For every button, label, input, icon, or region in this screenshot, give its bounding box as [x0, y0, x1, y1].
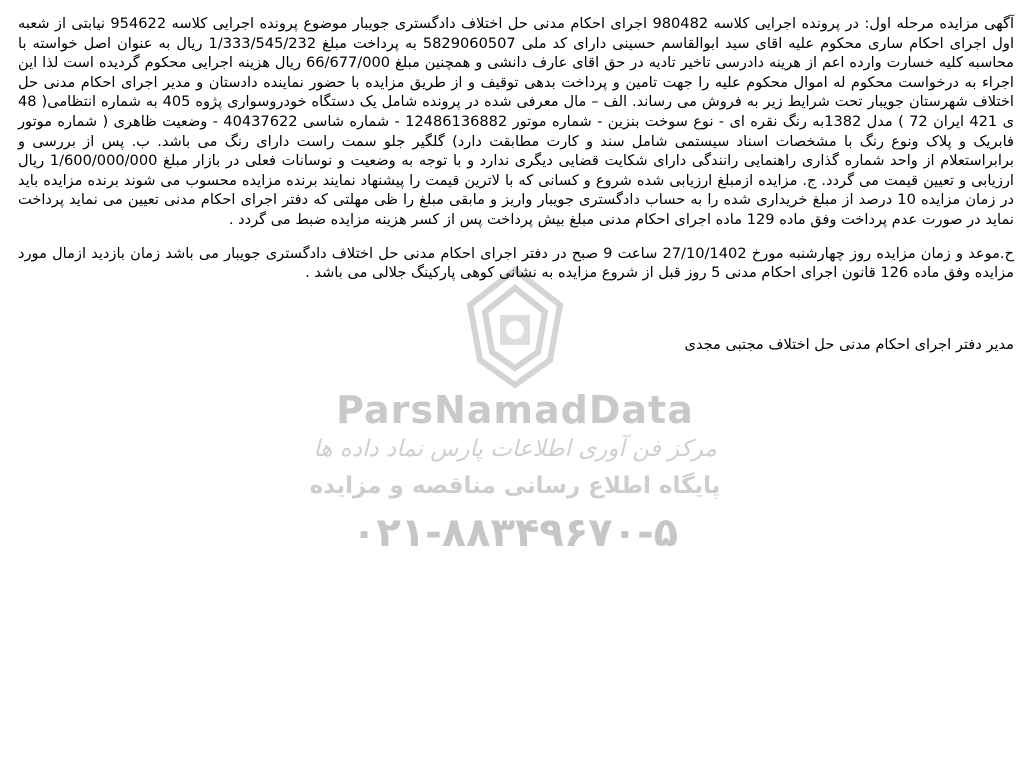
- notice-paragraph-1: آگهی مزایده مرحله اول: در پرونده اجرایی کلاسه 980482 اجرای احکام مدنی حل اختلاف دادگستری جویبار موضوع پرونده اجرایی کلاسه 954622 نیابتی از شعبه اول اجرای احکام ساری محکوم علیه اقای سید ابوالقاسم حسینی دارای کد ملی 5829060507 به پرداخت مبلغ 1/333/545/232 ریال به عنوان اصل خواسته با محاسبه کلیه خسارت وارده اعم از هرینه دادرسی تاخیر تادیه در حق اقای عارف دانشی و همچنین مبلغ 66/677/000 ریال هزینه اجرایی محکوم گردیده است لذا این اجراء به درخواست محکوم له اموال محکوم علیه را جهت تامین و پرداخت بدهی توقیف و از طریق مزایده با حضور نماینده دادستان و مدیر اجرای احکام مدنی حل اختلاف شهرستان جویبار تحت شرایط زیر به فروش می رساند. الف – مال معرفی شده در پرونده شامل یک دستگاه خودروسواری پژوه 405 به شماره انتظامی( 48 ی 421 ایران 72 ) مدل 1382به رنگ نقره ای - نوع سوخت بنزین - شماره موتور 12486136882 - شماره شاسی 40437622 - وضعیت ظاهری ( شماره موتور فابریک و پلاک ونوع رنگ با مشخصات اسناد سیستمی شامل سند و کارت مطابقت دارد) گلگیر جلو سمت راست دارای رنگ می باشد. ب. پس از بررسی و برابراستعلام از واحد شماره گذاری راهنمایی رانندگی دارای شکایت قضایی دیگری ندارد و با توجه به وضعیت و نوسانات فعلی در بازار مبلغ 1/600/000/000 ریال ارزیابی و تعیین قیمت می گردد. ج. مزایده ازمبلغ ارزیابی شده شروع و کسانی که با لاترین قیمت را پیشنهاد نمایند برنده مزایده محسوب می شوند برنده مزایده باید در زمان مزایده 10 درصد از مبلغ خریداری شده را به حساب دادگستری جویبار واریز و مابقی مبلغ را ظی مهلتی که دفتر اجرای احکام مدنی تعیین می نماید پرداخت نماید در صورت عدم پرداخت وفق ماده 129 ماده اجرای احکام مدنی مبلغ بیش پرداخت پس از کسر هزینه مزایده ضبط می گردد .: [18, 15, 1015, 228]
- watermark-line2: پایگاه اطلاع رسانی مناقصه و مزایده: [309, 473, 721, 499]
- watermark-line1: مرکز فن آوری اطلاعات پارس نماد داده ها: [313, 436, 717, 462]
- auction-notice: [18, 14, 1014, 355]
- notice-paragraph-2: ح.موعد و زمان مزایده روز چهارشنبه مورخ 27/10/1402 ساعت 9 صبح در دفتر اجرای احکام مدنی حل اختلاف دادگستری جویبار می باشد زمان بازدید ازمال مورد مزایده وفق ماده 126 قانون اجرای احکام مدنی 5 روز قبل از شروع مزایده به نشانی کوهی پارکینگ جلالی می باشد .: [18, 244, 1014, 282]
- watermark-phone: ۰۲۱-۸۸۳۴۹۶۷۰-۵: [351, 510, 679, 556]
- watermark-brand: ParsNamadData: [336, 388, 694, 432]
- notice-signature: مدیر دفتر اجرای احکام مدنی حل اختلاف مجتبی مجدی: [684, 335, 1014, 353]
